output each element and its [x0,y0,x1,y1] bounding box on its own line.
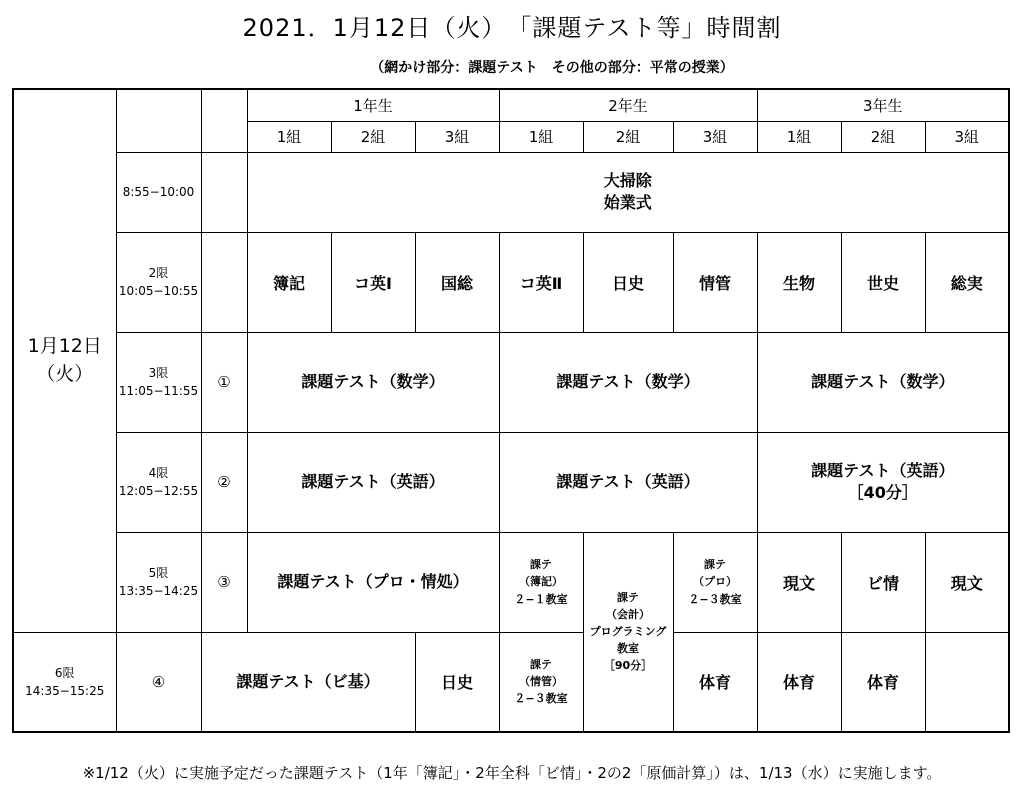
subject-cell: 現文 [925,532,1009,632]
period-2-row [13,232,1009,332]
test-cell-2-3 [499,632,583,732]
test-line: ２−３教室 [514,692,568,706]
test-line: プログラミング [589,625,667,639]
test-number: ③ [201,532,247,632]
period-label: 6限 [54,665,75,680]
test-number: ① [201,332,247,432]
class-header: 3組 [925,121,1009,152]
period-label: 4限 [148,466,169,480]
event-line-1: 大掃除 [603,171,652,191]
period-5-row [13,532,1009,632]
time-cell [116,532,201,632]
grade-header-row [13,89,1009,121]
class-header: 1組 [757,121,841,152]
period-6-row [13,632,1009,732]
class-header: 2組 [331,121,415,152]
subject-cell: 生物 [757,232,841,332]
subject-cell: 日史 [583,232,673,332]
test-cell-grade-1: 課題テスト（数学） [247,332,499,432]
period-label: 2限 [148,266,169,280]
ceremony-row [13,152,1009,232]
test-cell-grade-1: 課題テスト（ビ基） [201,632,415,732]
number-cell [201,152,247,232]
class-header: 3組 [673,121,757,152]
time-cell [116,152,201,232]
class-header: 1組 [499,121,583,152]
test-line: ［90分］ [603,659,653,673]
page-title: 2021．1月12日（火） 「課題テスト等」時間割 [242,14,782,42]
subject-cell: 体育 [757,632,841,732]
subject-cell: 日史 [415,632,499,732]
test-title: 課題テスト（英語） [811,461,955,481]
test-cell-2-3 [673,532,757,632]
ceremony-cell [247,152,1009,232]
test-number: ② [201,432,247,532]
subject-cell: 情管 [673,232,757,332]
test-cell-grade-3 [757,432,1009,532]
class-header: 1組 [247,121,331,152]
number-header-cell [201,89,247,152]
test-cell-grade-2: 課題テスト（数学） [499,332,757,432]
subject-cell: 世史 [841,232,925,332]
time-range: 14:35−15:25 [25,683,105,698]
subject-cell: 体育 [841,632,925,732]
subject-cell: 体育 [673,632,757,732]
time-cell [13,632,116,732]
class-header: 2組 [583,121,673,152]
test-duration: ［40分］ [847,483,918,502]
class-header: 3組 [415,121,499,152]
class-header: 2組 [841,121,925,152]
test-line: ２−１教室 [514,592,568,606]
test-line: 課テ [530,658,552,672]
date-line-1: 1月12日 [27,335,102,358]
test-cell-2-2 [583,532,673,732]
test-cell-2-1 [499,532,583,632]
test-cell-grade-1: 課題テスト（英語） [247,432,499,532]
test-cell-grade-2: 課題テスト（英語） [499,432,757,532]
subject-cell: 総実 [925,232,1009,332]
test-line: （会計） [606,608,650,622]
period-label: 3限 [148,366,169,380]
test-line: （プロ） [693,575,737,589]
page-subtitle: （網かけ部分：課題テスト その他の部分：平常の授業） [370,60,734,76]
date-cell [13,89,116,632]
subject-cell: コ英Ⅰ [331,232,415,332]
time-cell [116,232,201,332]
test-cell-grade-3: 課題テスト（数学） [757,332,1009,432]
test-line: 課テ [530,558,552,572]
grade-header-3: 3年生 [757,89,1009,121]
time-range: 13:35−14:25 [118,584,199,598]
footnote: ※1/12（火）に実施予定だった課題テスト（1年「簿記」・2年全科「ビ情」・2の2「原価計算」）は、1/13（水）に実施します。 [82,764,942,782]
time-range: 12:05−12:55 [118,484,199,498]
event-line-2: 始業式 [603,193,652,212]
subject-cell: コ英Ⅱ [499,232,583,332]
test-line: （簿記） [519,575,563,589]
subject-cell: 簿記 [247,232,331,332]
test-cell-grade-1: 課題テスト（プロ・情処） [247,532,499,632]
test-line: 教室 [617,642,639,656]
time-header-cell [116,89,201,152]
grade-header-2: 2年生 [499,89,757,121]
time-cell [116,432,201,532]
date-line-2: （火） [36,362,94,385]
timetable [12,88,1010,733]
test-line: 課テ [704,558,726,572]
period-label: 5限 [148,566,169,580]
grade-header-1: 1年生 [247,89,499,121]
number-cell [201,232,247,332]
time-range: 8:55−10:00 [122,185,195,199]
period-4-row [13,432,1009,532]
subject-cell: ビ情 [841,532,925,632]
time-cell [116,332,201,432]
test-line: 課テ [617,591,639,605]
period-3-row [13,332,1009,432]
subject-cell: 現文 [757,532,841,632]
test-line: ２−３教室 [688,592,742,606]
time-range: 11:05−11:55 [118,384,199,398]
time-range: 10:05−10:55 [118,284,199,298]
test-number: ④ [116,632,201,732]
subject-cell: 国総 [415,232,499,332]
test-line: （情管） [519,675,563,689]
